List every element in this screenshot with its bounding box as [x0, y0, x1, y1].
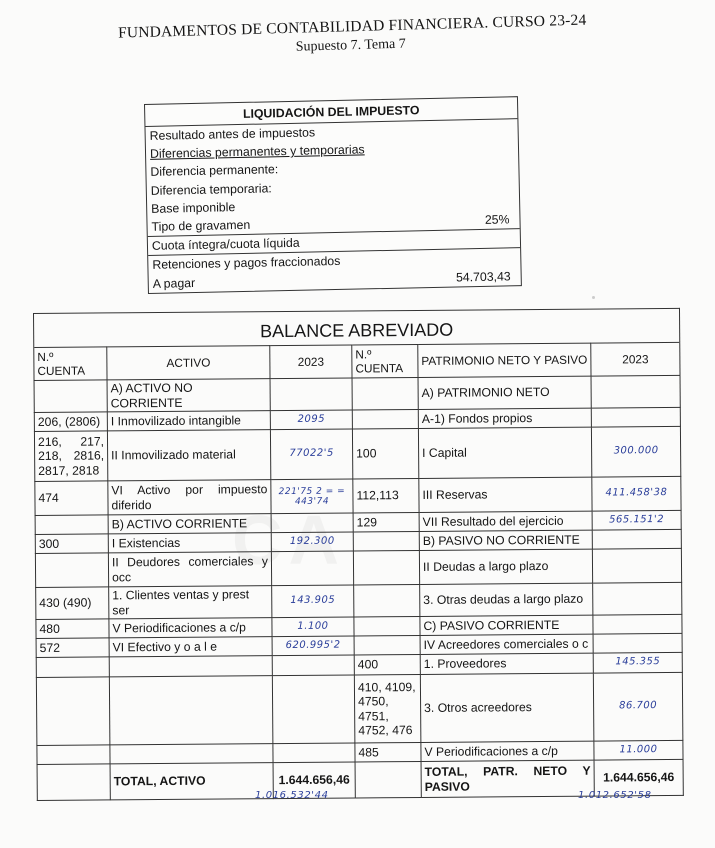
asset-label: A) ACTIVO NO CORRIENTE — [107, 379, 270, 412]
liability-handwritten-value: 411.458'38 — [592, 476, 681, 511]
liability-label: 3. Otros acreedores — [420, 673, 594, 742]
liq-label: Base imponible — [151, 199, 236, 216]
liq-label: Tipo de gravamen — [151, 217, 251, 234]
liq-value: 25% — [484, 212, 510, 227]
table-row — [34, 375, 680, 412]
asset-label: V Periodificaciones a c/p — [109, 618, 272, 638]
balance-sheet — [33, 308, 683, 801]
total-equity-liabilities-label: TOTAL, PATR. NETO Y PASIVO — [421, 760, 594, 797]
table-row — [35, 476, 681, 515]
liq-label: Diferencia temporaria: — [150, 180, 272, 198]
liability-label: 3. Otras deudas a largo plazo — [420, 583, 593, 616]
asset-label: II Deudores comerciales y occ — [108, 552, 271, 587]
liability-label: III Reservas — [419, 477, 592, 512]
asset-label: I Existencias — [108, 533, 271, 553]
liq-label: Resultado antes de impuestos — [149, 125, 316, 143]
handwritten-total-right: 1.012.652'58 — [578, 790, 652, 801]
liability-handwritten-value: 300.000 — [591, 426, 680, 477]
asset-label: II Inmovilizado material — [107, 430, 270, 481]
liq-value — [508, 137, 514, 155]
table-row — [36, 672, 683, 745]
table-row — [36, 582, 682, 619]
liq-value — [508, 156, 514, 174]
liability-account: 410, 4109, 4750, 4751, 4752, 476 — [354, 674, 421, 743]
asset-handwritten-value: 77022'5 — [270, 429, 352, 480]
total-equity-liabilities-value: 1.644.656,46 — [594, 759, 683, 796]
liq-value — [510, 249, 516, 267]
page-header — [0, 8, 715, 64]
asset-account: 206, (2806) — [34, 412, 107, 432]
header-year-left: 2023 — [270, 345, 352, 379]
liability-label: V Periodificaciones a c/p — [421, 741, 594, 761]
handwritten-total-left: 1.016.532'44 — [255, 790, 329, 801]
asset-label: VI Activo por impuesto diferido — [108, 480, 271, 515]
liability-account: 400 — [354, 654, 420, 675]
header-assets: ACTIVO — [107, 346, 270, 380]
asset-label: I Inmovilizado intangible — [107, 411, 270, 431]
liability-label: I Capital — [418, 427, 591, 478]
balance-table — [33, 308, 684, 801]
liability-handwritten-value: 145.355 — [593, 652, 682, 673]
liability-label: VII Resultado del ejercicio — [419, 511, 592, 531]
asset-handwritten-value: 620.995'2 — [272, 636, 354, 656]
liq-label: Retenciones y pagos fraccionados — [152, 254, 341, 273]
liability-handwritten-value: 565.151'2 — [592, 510, 681, 530]
header-equity-liabilities: PATRIMONIO NETO Y PASIVO — [418, 343, 591, 377]
liq-value — [507, 119, 513, 137]
liability-label: A) PATRIMONIO NETO — [418, 376, 591, 409]
asset-handwritten-value: 143.905 — [272, 585, 354, 618]
header-account-right: N.º CUENTA — [352, 344, 418, 378]
liq-value — [509, 192, 515, 210]
liability-account: 485 — [355, 742, 421, 762]
liq-label: Cuota íntegra/cuota líquida — [151, 235, 300, 253]
total-assets-value: 1.644.656,46 — [273, 762, 355, 799]
asset-account: 430 (490) — [36, 587, 109, 620]
liability-label: B) PASIVO NO CORRIENTE — [419, 530, 592, 550]
asset-account: 572 — [36, 638, 109, 658]
tax-settlement-title: LIQUIDACIÓN DEL IMPUESTO — [145, 97, 517, 127]
liq-label: Diferencias permanentes y temporarias — [149, 142, 365, 162]
course-title: FUNDAMENTOS DE CONTABILIDAD FINANCIERA. CURSO 23-24 — [117, 11, 587, 42]
asset-account: 216, 217, 218, 2816, 2817, 2818 — [34, 431, 107, 482]
speck — [592, 296, 595, 299]
asset-handwritten-value: 192.300 — [271, 532, 353, 552]
tax-settlement-box — [144, 96, 522, 293]
liq-value — [509, 174, 515, 192]
liability-account: 129 — [353, 512, 419, 532]
exercise-subtitle: Supuesto 7. Tema 7 — [295, 36, 406, 55]
asset-account: 300 — [35, 534, 108, 554]
liability-account: 100 — [352, 428, 418, 479]
liq-value: 54.703,43 — [455, 268, 511, 285]
asset-handwritten-value: 1.100 — [272, 617, 354, 637]
asset-account: 480 — [36, 619, 109, 639]
liability-label: A-1) Fondos propios — [418, 408, 591, 428]
liability-account: 112,113 — [353, 478, 419, 513]
liability-label: II Deudas a largo plazo — [419, 549, 592, 584]
liq-value — [510, 229, 516, 247]
liability-handwritten-value: 11.000 — [594, 740, 683, 760]
asset-handwritten-value: 221'75 2 = = 443'74 — [271, 479, 353, 514]
asset-label: VI Efectivo y o a l e — [109, 637, 272, 657]
header-account-left: N.º CUENTA — [34, 347, 107, 381]
asset-account: 474 — [35, 481, 108, 516]
asset-label: 1. Clientes ventas y prest ser — [109, 586, 272, 619]
balance-title: BALANCE ABREVIADO — [34, 308, 680, 347]
liability-handwritten-value: 86.700 — [593, 672, 683, 741]
asset-handwritten-value: 2095 — [270, 410, 352, 430]
liq-label: Diferencia permanente: — [150, 162, 279, 180]
table-row — [34, 426, 680, 481]
liability-label: IV Acreedores comerciales o c — [420, 634, 593, 654]
asset-label: B) ACTIVO CORRIENTE — [108, 514, 271, 534]
liq-label: A pagar — [152, 275, 196, 291]
liability-label: C) PASIVO CORRIENTE — [420, 615, 593, 635]
header-year-right: 2023 — [591, 342, 680, 376]
total-assets-label: TOTAL, ACTIVO — [110, 763, 273, 800]
liability-label: 1. Proveedores — [420, 653, 593, 674]
table-row — [35, 548, 681, 587]
